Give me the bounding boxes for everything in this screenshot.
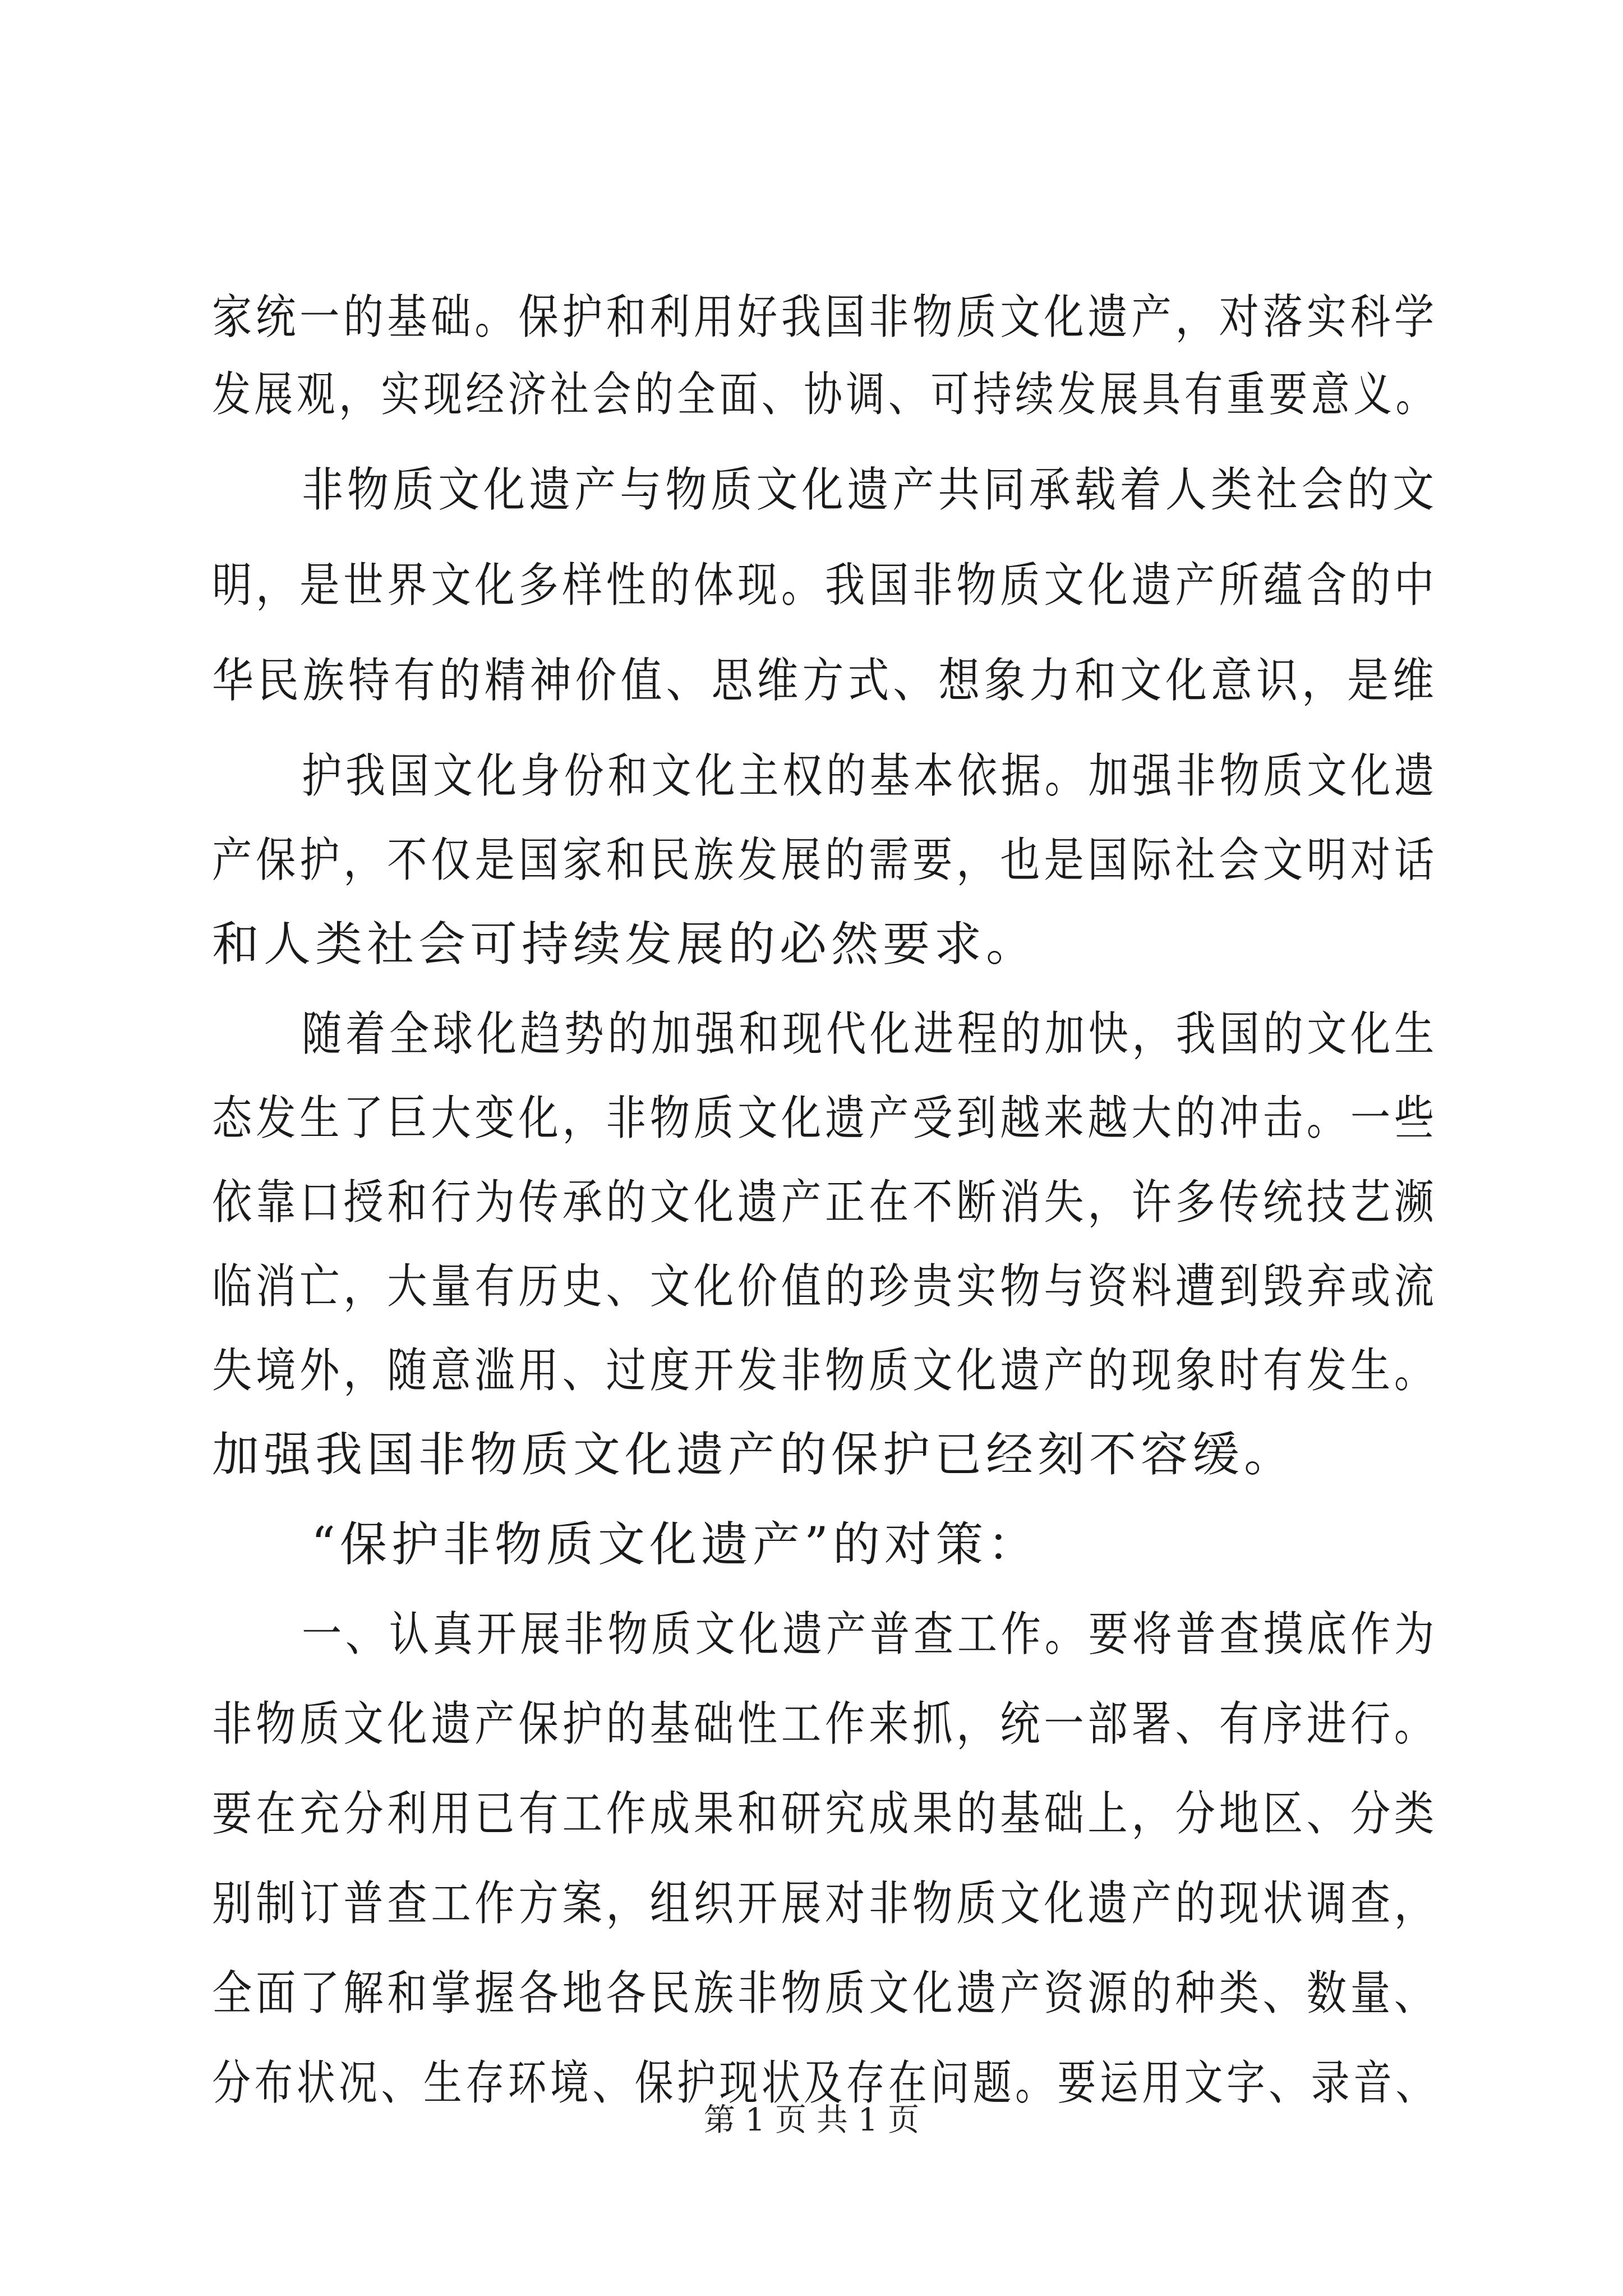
text-line: 失境外，随意滥用、过度开发非物质文化遗产的现象时有发生。 bbox=[212, 1343, 1438, 1398]
text-line: 别制订普查工作方案，组织开展对非物质文化遗产的现状调查， bbox=[212, 1876, 1438, 1931]
page-footer: 第 1 页 共 1 页 bbox=[703, 2102, 920, 2138]
text-line: 依靠口授和行为传承的文化遗产正在不断消失，许多传统技艺濒 bbox=[212, 1175, 1438, 1230]
text-line: 家统一的基础。保护和利用好我国非物质文化遗产，对落实科学 bbox=[212, 289, 1438, 344]
text-line: 全面了解和掌握各地各民族非物质文化遗产资源的种类、数量、 bbox=[212, 1966, 1438, 2021]
section-heading: “保护非物质文化遗产”的对策： bbox=[311, 1517, 1039, 1572]
text-line: 护我国文化身份和文化主权的基本依据。加强非物质文化遗 bbox=[302, 748, 1438, 803]
text-line: 明，是世界文化多样性的体现。我国非物质文化遗产所蕴含的中 bbox=[212, 558, 1438, 613]
text-line: 非物质文化遗产与物质文化遗产共同承载着人类社会的文 bbox=[302, 462, 1438, 517]
text-line: 分布状况、生存环境、保护现状及存在问题。要运用文字、录音、 bbox=[212, 2055, 1438, 2110]
text-line: 和人类社会可持续发展的必然要求。 bbox=[212, 917, 1038, 972]
text-line: 发展观，实现经济社会的全面、协调、可持续发展具有重要意义。 bbox=[212, 367, 1438, 422]
text-line: 态发生了巨大变化，非物质文化遗产受到越来越大的冲击。一些 bbox=[212, 1091, 1438, 1145]
text-line: 要在充分利用已有工作成果和研究成果的基础上，分地区、分类 bbox=[212, 1786, 1438, 1841]
text-line: 随着全球化趋势的加强和现代化进程的加快，我国的文化生 bbox=[302, 1006, 1438, 1061]
text-line: 临消亡，大量有历史、文化价值的珍贵实物与资料遭到毁弃或流 bbox=[212, 1259, 1438, 1314]
text-line: 加强我国非物质文化遗产的保护已经刻不容缓。 bbox=[212, 1427, 1296, 1482]
text-line: 一、认真开展非物质文化遗产普查工作。要将普查摸底作为 bbox=[302, 1607, 1438, 1662]
text-line: 非物质文化遗产保护的基础性工作来抓，统一部署、有序进行。 bbox=[212, 1696, 1438, 1751]
text-line: 华民族特有的精神价值、思维方式、想象力和文化意识，是维 bbox=[212, 653, 1438, 708]
text-line: 产保护，不仅是国家和民族发展的需要，也是国际社会文明对话 bbox=[212, 832, 1438, 887]
